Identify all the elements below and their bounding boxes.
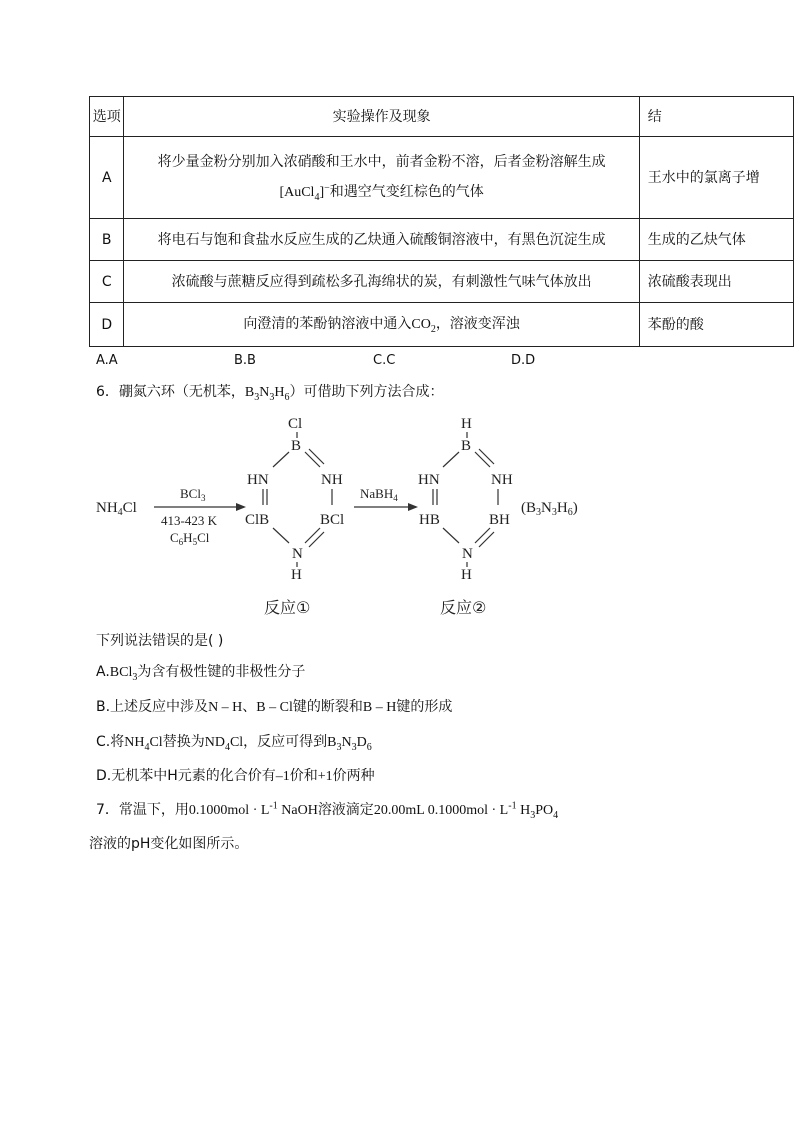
arrow1-head xyxy=(236,503,246,511)
co2-formula: $CO_2$ xyxy=(411,317,436,335)
ring2-structure xyxy=(418,416,513,583)
reaction1-label: 反应① xyxy=(264,598,311,617)
ring2-bottom-atom: N xyxy=(462,546,473,562)
arrow1-solvent: $C_6H_5Cl$ xyxy=(170,530,210,547)
table-header-row xyxy=(90,97,794,137)
q5-option-a: A.A xyxy=(96,353,118,368)
q6-option-a: A.BCl$_3$为含有极性键的非极性分子 xyxy=(96,664,306,683)
experiment-table xyxy=(89,96,794,347)
ring1-structure xyxy=(245,416,344,583)
row-option: D xyxy=(90,303,124,347)
ring1-top-atom: B xyxy=(291,438,302,454)
row-conclusion: 浓硫酸表现出 xyxy=(639,261,793,303)
row-operation-line1: 将少量金粉分别加入浓硝酸和王水中，前者金粉不溶，后者金粉溶解生成 xyxy=(157,154,606,170)
table-row xyxy=(90,137,794,219)
reactant-nh4cl: $NH_4Cl$ xyxy=(96,500,137,518)
row-conclusion: 生成的乙炔气体 xyxy=(639,219,793,261)
q5-option-c: C.C xyxy=(373,353,396,368)
ring2-bottom-substituent: H xyxy=(461,567,472,583)
row-operation-line2: [AuCl$_4$]−和遇空气变红棕色的气体 xyxy=(279,182,484,203)
ring2-lower-left: HB xyxy=(419,512,440,528)
q7-stem-line1: 7．常温下，用$0.1000mol \cdot L^{-1}$ NaOH溶液滴定20.00mL $0.1000mol \cdot L^{-1}$ $H_3PO_4$ xyxy=(96,800,559,821)
header-operation: 实验操作及现象 xyxy=(124,97,639,137)
arrow2-reagent: NaBH$_4$ xyxy=(360,486,398,503)
q5-option-d: D.D xyxy=(511,353,536,368)
arrow1-temperature: 413-423 K xyxy=(161,513,217,528)
q6-option-b: B.上述反应中涉及N – H、B – Cl键的断裂和B – H键的形成 xyxy=(96,699,453,715)
row-operation: 浓硫酸与蔗糖反应得到疏松多孔海绵状的炭，有刺激性气味气体放出 xyxy=(124,261,639,303)
q6-option-c: C.将$NH_4Cl$替换为$ND_4Cl$，反应可得到$B_3N_3D_6$ xyxy=(96,734,372,753)
ring1-top-substituent: Cl xyxy=(288,416,303,432)
row-option: C xyxy=(90,261,124,303)
ring2-lower-right: BH xyxy=(489,512,510,528)
ring1-lower-left: ClB xyxy=(245,512,270,528)
q6-question: 下列说法错误的是( ) xyxy=(96,633,224,649)
arrow2-head xyxy=(408,503,418,511)
ring2-top-substituent: H xyxy=(461,416,472,432)
row-conclusion: 苯酚的酸 xyxy=(639,303,793,347)
q6-stem: 6．硼氮六环（无机苯，$B_3N_3H_6$）可借助下列方法合成： xyxy=(96,384,444,403)
row-conclusion: 王水中的氯离子增 xyxy=(639,137,793,219)
row-option: A xyxy=(90,137,124,219)
table-row xyxy=(90,219,794,261)
table-row xyxy=(90,303,794,347)
ring1-bottom-substituent: H xyxy=(291,567,302,583)
q5-option-b: B.B xyxy=(234,353,256,368)
ring2-top-atom: B xyxy=(461,438,472,454)
ring1-lower-right: BCl xyxy=(320,512,345,528)
header-conclusion: 结 xyxy=(639,97,793,137)
table-row xyxy=(90,261,794,303)
aucl4-formula: [AuCl$_4$]− xyxy=(279,182,330,203)
ring1-upper-left: HN xyxy=(247,472,269,488)
row-operation xyxy=(124,137,639,219)
row-operation: 将电石与饱和食盐水反应生成的乙炔通入硫酸铜溶液中，有黑色沉淀生成 xyxy=(124,219,639,261)
row-option: B xyxy=(90,219,124,261)
borazine-synthesis-diagram xyxy=(90,412,610,622)
q7-stem-line2: 溶液的pH变化如图所示。 xyxy=(89,836,249,852)
product-b3n3h6: $(B_3N_3H_6)$ xyxy=(521,500,578,518)
reaction2-label: 反应② xyxy=(440,598,487,617)
ring1-bottom-atom: N xyxy=(292,546,303,562)
header-option: 选项 xyxy=(90,97,124,137)
q6-option-d: D.无机苯中H元素的化合价有–1价和+1价两种 xyxy=(96,768,375,784)
row-operation: 向澄清的苯酚钠溶液中通入$CO_2$，溶液变浑浊 xyxy=(124,303,639,347)
ring2-upper-left: HN xyxy=(418,472,440,488)
arrow1-reagent: BCl$_3$ xyxy=(180,486,206,503)
ring2-upper-right: NH xyxy=(491,472,513,488)
ring1-upper-right: NH xyxy=(321,472,343,488)
